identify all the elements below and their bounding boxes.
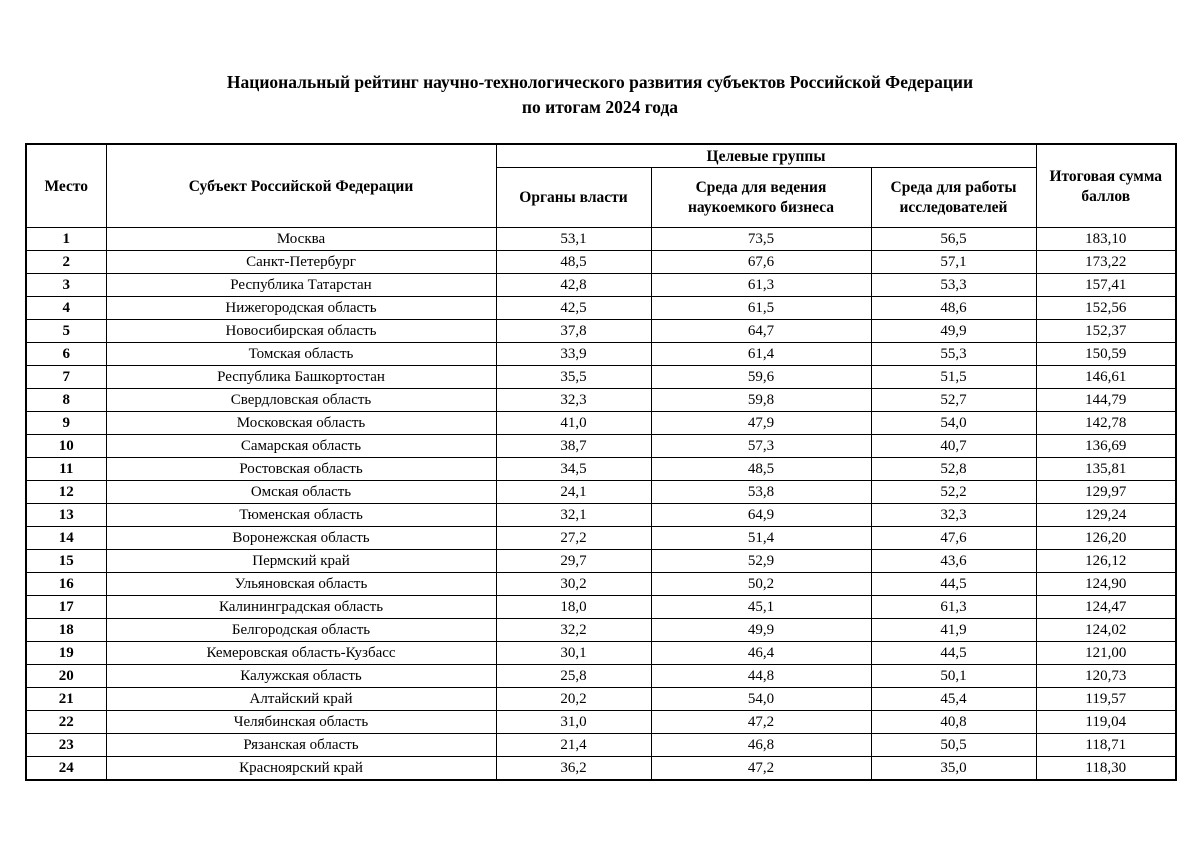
researchers-cell: 44,5: [871, 573, 1036, 596]
business-cell: 47,9: [651, 412, 871, 435]
researchers-cell: 47,6: [871, 527, 1036, 550]
total-cell: 119,57: [1036, 688, 1176, 711]
researchers-cell: 52,8: [871, 458, 1036, 481]
total-cell: 124,02: [1036, 619, 1176, 642]
business-cell: 47,2: [651, 711, 871, 734]
business-cell: 64,7: [651, 320, 871, 343]
business-cell: 61,5: [651, 297, 871, 320]
business-cell: 61,3: [651, 274, 871, 297]
place-cell: 20: [26, 665, 106, 688]
subject-cell: Красноярский край: [106, 757, 496, 780]
header-target-groups: Целевые группы: [496, 144, 1036, 168]
table-row: [26, 297, 1176, 320]
table-row: [26, 481, 1176, 504]
subject-cell: Белгородская область: [106, 619, 496, 642]
header-authorities: Органы власти: [496, 168, 651, 228]
authorities-cell: 42,8: [496, 274, 651, 297]
subject-cell: Рязанская область: [106, 734, 496, 757]
business-cell: 57,3: [651, 435, 871, 458]
place-cell: 15: [26, 550, 106, 573]
subject-cell: Московская область: [106, 412, 496, 435]
total-cell: 136,69: [1036, 435, 1176, 458]
place-cell: 12: [26, 481, 106, 504]
researchers-cell: 52,2: [871, 481, 1036, 504]
total-cell: 183,10: [1036, 228, 1176, 251]
total-cell: 129,24: [1036, 504, 1176, 527]
subject-cell: Самарская область: [106, 435, 496, 458]
table-row: [26, 573, 1176, 596]
table-row: [26, 228, 1176, 251]
total-cell: 157,41: [1036, 274, 1176, 297]
place-cell: 9: [26, 412, 106, 435]
business-cell: 54,0: [651, 688, 871, 711]
subject-cell: Ульяновская область: [106, 573, 496, 596]
researchers-cell: 40,7: [871, 435, 1036, 458]
researchers-cell: 50,1: [871, 665, 1036, 688]
subject-cell: Республика Башкортостан: [106, 366, 496, 389]
table-row: [26, 527, 1176, 550]
table-row: [26, 343, 1176, 366]
researchers-cell: 50,5: [871, 734, 1036, 757]
header-place: Место: [26, 144, 106, 228]
total-cell: 124,47: [1036, 596, 1176, 619]
table-row: [26, 251, 1176, 274]
business-cell: 49,9: [651, 619, 871, 642]
researchers-cell: 41,9: [871, 619, 1036, 642]
authorities-cell: 18,0: [496, 596, 651, 619]
researchers-cell: 61,3: [871, 596, 1036, 619]
business-cell: 50,2: [651, 573, 871, 596]
place-cell: 2: [26, 251, 106, 274]
business-cell: 61,4: [651, 343, 871, 366]
rating-table: [25, 143, 1177, 781]
place-cell: 6: [26, 343, 106, 366]
total-cell: 129,97: [1036, 481, 1176, 504]
authorities-cell: 53,1: [496, 228, 651, 251]
researchers-cell: 55,3: [871, 343, 1036, 366]
table-header: [26, 144, 1176, 228]
header-business: Среда для ведения наукоемкого бизнеса: [651, 168, 871, 228]
authorities-cell: 32,3: [496, 389, 651, 412]
subject-cell: Пермский край: [106, 550, 496, 573]
table-row: [26, 550, 1176, 573]
subject-cell: Калининградская область: [106, 596, 496, 619]
table-row: [26, 458, 1176, 481]
page-title-line2: по итогам 2024 года: [521, 97, 679, 118]
total-cell: 119,04: [1036, 711, 1176, 734]
researchers-cell: 40,8: [871, 711, 1036, 734]
business-cell: 47,2: [651, 757, 871, 780]
subject-cell: Новосибирская область: [106, 320, 496, 343]
table-row: [26, 366, 1176, 389]
subject-cell: Воронежская область: [106, 527, 496, 550]
place-cell: 8: [26, 389, 106, 412]
business-cell: 59,8: [651, 389, 871, 412]
place-cell: 23: [26, 734, 106, 757]
authorities-cell: 27,2: [496, 527, 651, 550]
place-cell: 14: [26, 527, 106, 550]
researchers-cell: 54,0: [871, 412, 1036, 435]
subject-cell: Санкт-Петербург: [106, 251, 496, 274]
business-cell: 67,6: [651, 251, 871, 274]
subject-cell: Республика Татарстан: [106, 274, 496, 297]
business-cell: 73,5: [651, 228, 871, 251]
place-cell: 22: [26, 711, 106, 734]
subject-cell: Нижегородская область: [106, 297, 496, 320]
table-row: [26, 274, 1176, 297]
table-row: [26, 320, 1176, 343]
business-cell: 46,8: [651, 734, 871, 757]
table-row: [26, 596, 1176, 619]
table-row: [26, 435, 1176, 458]
subject-cell: Ростовская область: [106, 458, 496, 481]
subject-cell: Томская область: [106, 343, 496, 366]
researchers-cell: 45,4: [871, 688, 1036, 711]
subject-cell: Москва: [106, 228, 496, 251]
place-cell: 10: [26, 435, 106, 458]
place-cell: 7: [26, 366, 106, 389]
authorities-cell: 38,7: [496, 435, 651, 458]
page-title-line1: Национальный рейтинг научно-технологического развития субъектов Российской Федерации: [226, 72, 974, 92]
researchers-cell: 32,3: [871, 504, 1036, 527]
table-body: [26, 228, 1176, 780]
total-cell: 135,81: [1036, 458, 1176, 481]
table-row: [26, 757, 1176, 780]
place-cell: 24: [26, 757, 106, 780]
place-cell: 1: [26, 228, 106, 251]
subject-cell: Челябинская область: [106, 711, 496, 734]
authorities-cell: 36,2: [496, 757, 651, 780]
subject-cell: Кемеровская область-Кузбасс: [106, 642, 496, 665]
business-cell: 51,4: [651, 527, 871, 550]
header-total: Итоговая сумма баллов: [1036, 144, 1176, 228]
subject-cell: Омская область: [106, 481, 496, 504]
place-cell: 5: [26, 320, 106, 343]
total-cell: 150,59: [1036, 343, 1176, 366]
authorities-cell: 35,5: [496, 366, 651, 389]
total-cell: 146,61: [1036, 366, 1176, 389]
business-cell: 45,1: [651, 596, 871, 619]
researchers-cell: 56,5: [871, 228, 1036, 251]
authorities-cell: 25,8: [496, 665, 651, 688]
total-cell: 121,00: [1036, 642, 1176, 665]
business-cell: 64,9: [651, 504, 871, 527]
authorities-cell: 32,2: [496, 619, 651, 642]
place-cell: 16: [26, 573, 106, 596]
business-cell: 46,4: [651, 642, 871, 665]
place-cell: 13: [26, 504, 106, 527]
header-researchers: Среда для работы исследователей: [871, 168, 1036, 228]
business-cell: 44,8: [651, 665, 871, 688]
total-cell: 126,20: [1036, 527, 1176, 550]
researchers-cell: 43,6: [871, 550, 1036, 573]
researchers-cell: 53,3: [871, 274, 1036, 297]
total-cell: 118,30: [1036, 757, 1176, 780]
authorities-cell: 37,8: [496, 320, 651, 343]
business-cell: 48,5: [651, 458, 871, 481]
authorities-cell: 29,7: [496, 550, 651, 573]
table-row: [26, 642, 1176, 665]
authorities-cell: 21,4: [496, 734, 651, 757]
subject-cell: Свердловская область: [106, 389, 496, 412]
authorities-cell: 30,2: [496, 573, 651, 596]
authorities-cell: 31,0: [496, 711, 651, 734]
researchers-cell: 51,5: [871, 366, 1036, 389]
place-cell: 11: [26, 458, 106, 481]
subject-cell: Тюменская область: [106, 504, 496, 527]
authorities-cell: 30,1: [496, 642, 651, 665]
total-cell: 142,78: [1036, 412, 1176, 435]
researchers-cell: 48,6: [871, 297, 1036, 320]
place-cell: 19: [26, 642, 106, 665]
table-row: [26, 504, 1176, 527]
authorities-cell: 34,5: [496, 458, 651, 481]
business-cell: 53,8: [651, 481, 871, 504]
place-cell: 3: [26, 274, 106, 297]
researchers-cell: 49,9: [871, 320, 1036, 343]
place-cell: 17: [26, 596, 106, 619]
researchers-cell: 44,5: [871, 642, 1036, 665]
header-subject: Субъект Российской Федерации: [106, 144, 496, 228]
business-cell: 59,6: [651, 366, 871, 389]
place-cell: 21: [26, 688, 106, 711]
table-row: [26, 389, 1176, 412]
place-cell: 4: [26, 297, 106, 320]
authorities-cell: 48,5: [496, 251, 651, 274]
total-cell: 120,73: [1036, 665, 1176, 688]
table-row: [26, 711, 1176, 734]
subject-cell: Калужская область: [106, 665, 496, 688]
authorities-cell: 41,0: [496, 412, 651, 435]
total-cell: 173,22: [1036, 251, 1176, 274]
total-cell: 144,79: [1036, 389, 1176, 412]
authorities-cell: 33,9: [496, 343, 651, 366]
subject-cell: Алтайский край: [106, 688, 496, 711]
table-row: [26, 734, 1176, 757]
total-cell: 152,56: [1036, 297, 1176, 320]
authorities-cell: 20,2: [496, 688, 651, 711]
total-cell: 118,71: [1036, 734, 1176, 757]
researchers-cell: 35,0: [871, 757, 1036, 780]
total-cell: 126,12: [1036, 550, 1176, 573]
authorities-cell: 24,1: [496, 481, 651, 504]
table-row: [26, 412, 1176, 435]
page-title: [0, 70, 1200, 121]
researchers-cell: 57,1: [871, 251, 1036, 274]
table-row: [26, 619, 1176, 642]
business-cell: 52,9: [651, 550, 871, 573]
researchers-cell: 52,7: [871, 389, 1036, 412]
total-cell: 152,37: [1036, 320, 1176, 343]
authorities-cell: 42,5: [496, 297, 651, 320]
place-cell: 18: [26, 619, 106, 642]
table-row: [26, 688, 1176, 711]
table-row: [26, 665, 1176, 688]
total-cell: 124,90: [1036, 573, 1176, 596]
authorities-cell: 32,1: [496, 504, 651, 527]
